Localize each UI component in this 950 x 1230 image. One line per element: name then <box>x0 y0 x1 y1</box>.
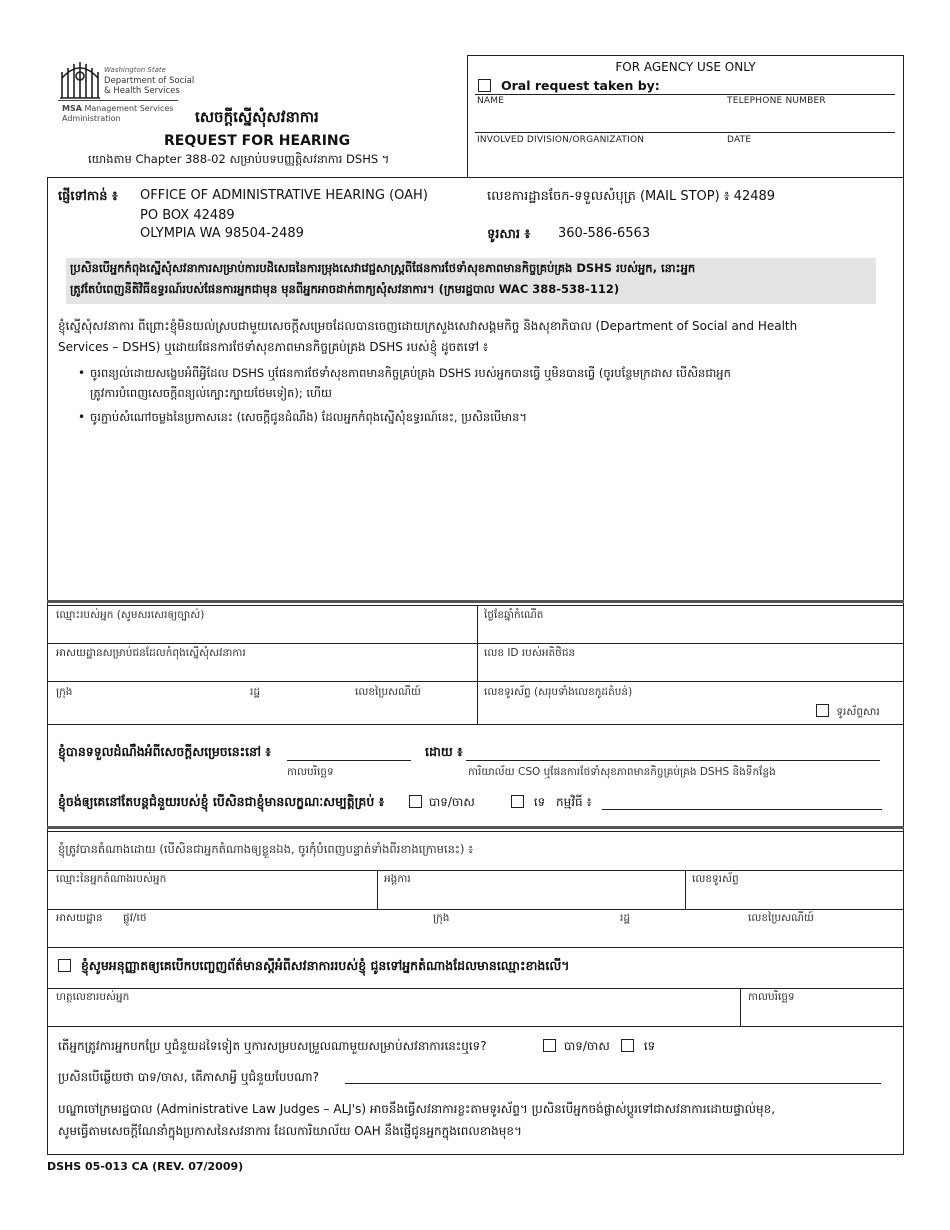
rep-city-label: ក្រុង <box>433 912 450 924</box>
managed-care-notice <box>66 258 876 304</box>
program-field[interactable] <box>602 809 882 810</box>
tty-row <box>816 704 880 721</box>
continue-benefits-label: ខ្ញុំចង់ឲ្យគេនៅតែបន្តជំនួយរបស់ខ្ញុំ បើសិនជាខ្ញុំមានលក្ខណៈសម្បត្តិគ្រប់ ៖ <box>58 794 385 809</box>
rep-phone-field[interactable] <box>690 886 900 906</box>
notice-line1: ប្រសិនបើអ្នកកំពុងស្នើសុំសវនាការសម្រាប់ការបដិសេធនៃការម្រុងសេវាវេជ្ជសាស្ត្រពីផែនការថែទាំសុខភាពមានកិច្ចគ្រប់គ្រង DSHS របស់អ្នក, នោះអ្នក <box>70 261 696 275</box>
agency-telephone-label: TELEPHONE NUMBER <box>727 96 826 106</box>
signature-field[interactable] <box>52 1004 735 1024</box>
continue-yes-label: បាទ/ចាស <box>428 795 475 809</box>
send-to-label: ផ្ញើទៅកាន់ ៖ <box>58 189 118 204</box>
interpreter-yes-option <box>543 1038 610 1056</box>
bullet1-line2: ត្រូវការបំពេញសេចក្តីពន្យល់ក្បោះក្បាយថែមទៀត); ហើយ <box>90 386 332 400</box>
mail-stop: លេខការដ្ឋានចែក-ទទួលសំបុត្រ (MAIL STOP) ៖ 42489 <box>487 189 776 204</box>
rep-state-label: រដ្ឋ <box>620 912 630 924</box>
page-title: REQUEST FOR HEARING <box>164 133 351 149</box>
rep-street-label: ផ្លូវ/ថេ <box>123 912 147 924</box>
send-to-line3: OLYMPIA WA 98504-2489 <box>140 226 304 241</box>
logo-line1: Washington State <box>104 66 166 74</box>
agency-name-label: NAME <box>477 96 505 106</box>
continue-yes-option <box>409 794 475 812</box>
page-subtitle: យោងតាម Chapter 388-02 សម្រាប់បទបញ្ញត្តិសវនាការ DSHS ។ <box>88 152 390 166</box>
oral-request-row <box>478 78 660 93</box>
agency-date-label: DATE <box>727 135 752 145</box>
bullet1-dot: • <box>78 366 86 380</box>
interpreter-question: តើអ្នកត្រូវការអ្នកបកប្រែ ឬជំនួយដទៃទៀត ឬការសម្របសម្រួលណាមួយសម្រាប់សវនាការនេះឬទេ? <box>58 1039 487 1053</box>
form-number: DSHS 05-013 CA (REV. 07/2009) <box>47 1160 244 1173</box>
notice-received-label: ខ្ញុំបានទទួលដំណឹងអំពីសេចក្តីសម្រេចនេះនៅ ៖ <box>58 744 271 759</box>
rep-name-field[interactable] <box>52 886 372 906</box>
notice-office-caption: ការិយាល័យ CSO ឬផែនការថែទាំសុខភាពមានកិច្ចគ្រប់គ្រង DSHS និងទីកន្លែង <box>468 766 776 778</box>
tty-checkbox[interactable] <box>816 704 829 717</box>
rep-zip-label: លេខប្រៃសណីយ៍ <box>748 912 814 924</box>
applicant-name-field[interactable] <box>52 622 472 642</box>
send-to-line1: OFFICE OF ADMINISTRATIVE HEARING (OAH) <box>140 188 428 203</box>
applicant-zip-label: លេខប្រៃសណីយ៍ <box>355 686 421 698</box>
oral-request-checkbox[interactable] <box>478 79 491 92</box>
release-checkbox[interactable] <box>58 959 71 972</box>
rep-agency-label: អង្គការ <box>384 873 411 885</box>
dshs-emblem-icon <box>58 58 102 100</box>
interpreter-yes-checkbox[interactable] <box>543 1039 556 1052</box>
fax-label: ទូរសារ ៖ <box>487 227 531 242</box>
msa-abbr: MSA <box>62 104 82 113</box>
explanation-area[interactable] <box>52 430 899 598</box>
intro-line2: Services – DSHS) ឬដោយផែនការថែទាំសុខភាពមានកិច្ចគ្រប់គ្រង DSHS របស់ខ្ញុំ ដូចតទៅ ៖ <box>58 340 489 354</box>
send-to-line2: PO BOX 42489 <box>140 208 235 223</box>
rep-address-label: អាសយដ្ឋាន <box>56 912 103 924</box>
msa-line2: Administration <box>62 114 121 123</box>
bullet2-dot: • <box>78 410 86 424</box>
signature-date-label: កាលបរិច្ឆេទ <box>748 991 795 1003</box>
agency-box-title: FOR AGENCY USE ONLY <box>615 60 756 74</box>
continue-yes-checkbox[interactable] <box>409 795 422 808</box>
notice-by-label: ដោយ ៖ <box>425 744 463 759</box>
tty-label: ទូរស័ព្ទសារ <box>836 706 880 718</box>
applicant-address-label: អាសយដ្ឋានសម្រាប់ជនដែលកំពុងស្នើសុំសវនាការ <box>56 647 246 659</box>
program-label: កម្មវិធី ៖ <box>556 795 592 809</box>
interpreter-language-field[interactable] <box>345 1083 881 1084</box>
logo-line3: & Health Services <box>104 86 180 96</box>
notice-office-field[interactable] <box>466 760 880 761</box>
logo-line2: Department of Social <box>104 76 195 86</box>
alj-line2: សូមធ្វើតាមសេចក្តីណែនាំក្នុងប្រកាសនៃសវនាការ ដែលការិយាល័យ OAH នឹងផ្ញើជូនអ្នកក្នុងពេលខាងមុខ។ <box>58 1124 522 1138</box>
birthdate-label: ថ្ងៃខែឆ្នាំកំណើត <box>484 609 544 621</box>
agency-division-label: INVOLVED DIVISION/ORGANIZATION <box>477 135 645 145</box>
client-id-field[interactable] <box>482 660 900 680</box>
signature-date-field[interactable] <box>745 1004 900 1024</box>
interpreter-no-option <box>621 1038 655 1056</box>
client-id-label: លេខ ID របស់អតិថិជន <box>484 647 576 659</box>
continue-no-checkbox[interactable] <box>511 795 524 808</box>
notice-date-field[interactable] <box>287 760 411 761</box>
applicant-phone-label: លេខទូរស័ព្ទ (សរុបទាំងលេខកូដតំបន់) <box>484 686 633 698</box>
notice-line2: ត្រូវតែបំពេញនីតិវិធីឧទ្ធរណ៍របស់ផែនការអ្នកជាមុន មុនពីអ្នកអាចដាក់ពាក្យសុំសវនាការ។ (ក្រមរដ្ឋបាល WAC 388-538-112) <box>70 282 620 296</box>
interpreter-followup: ប្រសិនបើឆ្លើយថា បាទ/ចាស, តើភាសាអ្វី ឬជំនួយបែបណា? <box>58 1070 319 1084</box>
interpreter-no-label: ទេ <box>643 1039 656 1053</box>
release-row <box>58 958 569 977</box>
msa-line1: Management Services <box>84 104 174 113</box>
interpreter-no-checkbox[interactable] <box>621 1039 634 1052</box>
notice-date-caption: កាលបរិច្ឆេទ <box>287 766 334 778</box>
intro-line1: ខ្ញុំស្នើសុំសវនាការ ពីព្រោះខ្ញុំមិនយល់ស្របជាមួយសេចក្តីសម្រេចដែលបានចេញដោយក្រសួងសេវាសង្គមកិច្ច និងសុខាភិបាល (Department of Social and Health <box>58 319 798 333</box>
continue-no-option <box>511 794 545 812</box>
representative-intro: ខ្ញុំត្រូវបានតំណាងដោយ (បើសិនជាអ្នកតំណាងឲ្យខ្លួនឯង, ចូរកុំបំពេញបន្ទាត់ទាំងពីរខាងក្រោមនេះ) ៖ <box>58 842 474 856</box>
bullet2-text: ចូរភ្ជាប់សំណៅចម្លងនៃប្រកាសនេះ (សេចក្តីជូនដំណឹង) ដែលអ្នកកំពុងស្នើសុំឧទ្ធរណ៍នេះ, ប្រសិនបើមាន។ <box>90 410 527 424</box>
signature-label: ហត្ថលេខារបស់អ្នក <box>56 991 130 1003</box>
rep-phone-label: លេខទូរស័ព្ទ <box>692 873 739 885</box>
applicant-address-field[interactable] <box>52 660 472 680</box>
release-text: ខ្ញុំសូមអនុញ្ញាតឲ្យគេបើកបញ្ចេញព័ត៌មានស្តីអំពីសវនាការរបស់ខ្ញុំ ជូនទៅអ្នកតំណាងដែលមានឈ្មោះខាងលើ។ <box>80 958 570 973</box>
applicant-state-label: រដ្ឋ <box>250 686 260 698</box>
fax-number: 360-586-6563 <box>558 226 651 241</box>
oral-request-label: Oral request taken by: <box>500 78 660 93</box>
alj-line1: បណ្ឌាចៅក្រមរដ្ឋបាល (Administrative Law Judges – ALJ's) អាចនឹងធ្វើសវនាការខ្លះតាមទូរស័ព្ទ។ ប្រសិនបើអ្នកចង់ផ្លាស់ប្តូរទៅជាសវនាការដោយផ្ទាល់មុខ, <box>58 1102 776 1116</box>
title-khmer: សេចក្តីស្នើសុំសវនាការ <box>195 108 319 126</box>
birthdate-field[interactable] <box>482 622 900 642</box>
continue-no-label: ទេ <box>533 795 546 809</box>
rep-name-label: ឈ្មោះនៃអ្នកតំណាងរបស់អ្នក <box>56 873 167 885</box>
dshs-logo <box>58 58 195 130</box>
applicant-name-label: ឈ្មោះរបស់អ្នក (សូមសរសេរឲ្យច្បាស់) <box>56 609 205 621</box>
interpreter-yes-label: បាទ/ចាស <box>563 1039 610 1053</box>
bullet1-line1: ចូរពន្យល់ដោយសង្ខេបអំពីអ្វីដែល DSHS ឬផែនការថែទាំសុខភាពមានកិច្ចគ្រប់គ្រង DSHS របស់អ្នកបានធ្វើ ឬមិនបានធ្វើ (ចូរបន្ថែមក្រដាស បើសិនជាអ្នក <box>90 366 731 380</box>
rep-agency-field[interactable] <box>382 886 680 906</box>
applicant-city-label: ក្រុង <box>56 686 73 698</box>
